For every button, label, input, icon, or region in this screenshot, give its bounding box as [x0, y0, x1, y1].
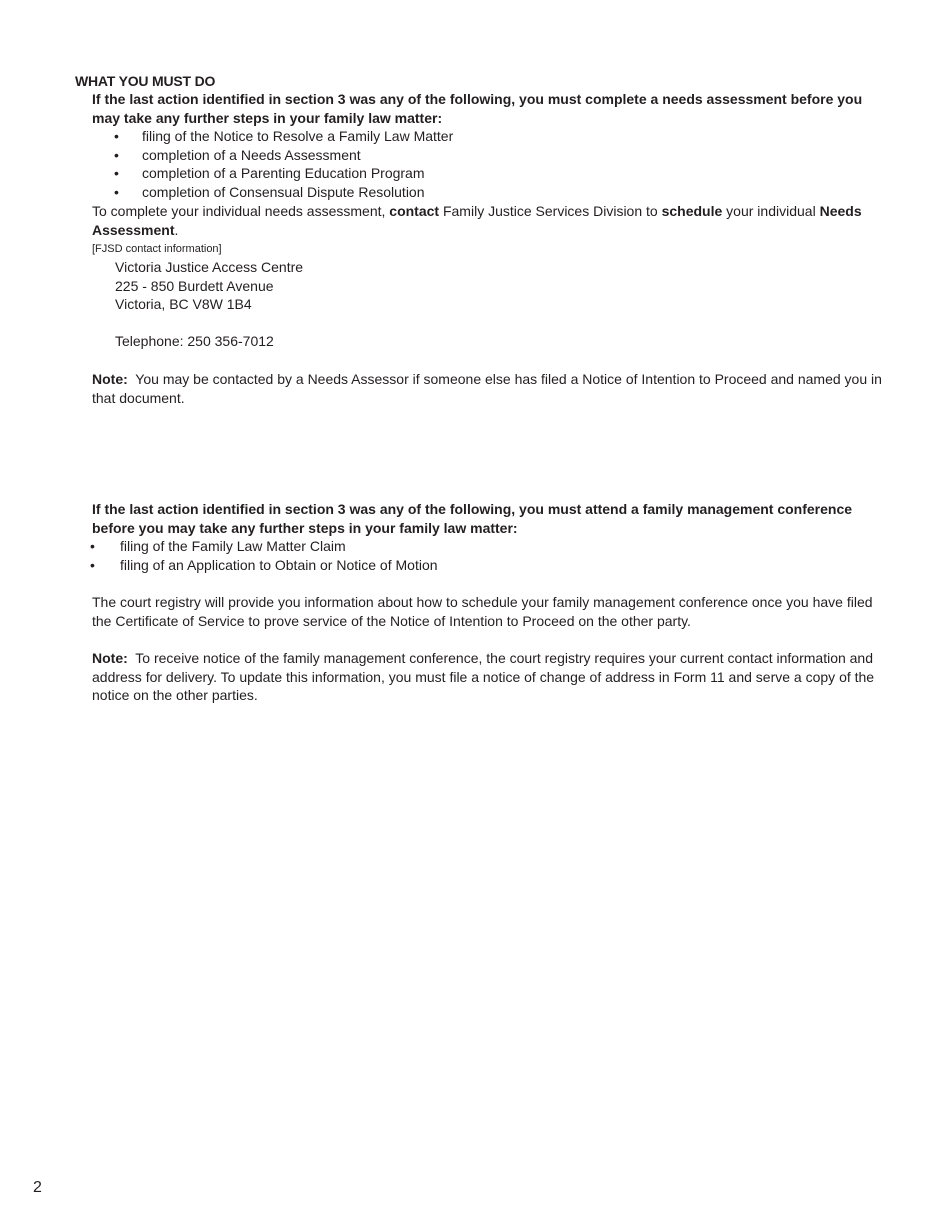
bullet-icon: •: [114, 146, 119, 163]
page-number: 2: [33, 1179, 42, 1196]
family-management-intro: If the last action identified in section 3 was any of the following, you must attend a family management conference before you may take any further steps in your family law matter:: [92, 501, 853, 536]
change-of-address-note: Note: To receive notice of the family management conference, the court registry requires your current contact information and address for delivery. To update this information, you must file a notice of change of address in Form 11 and serve a copy of the notice on the other parties.: [92, 650, 878, 704]
needs-assessment-intro: If the last action identified in section 3 was any of the following, you must complete a needs assessment before you may take any further steps in your family law matter:: [92, 91, 863, 126]
bullet-icon: •: [114, 183, 119, 200]
needs-assessment-instruction: To complete your individual needs assessment, contact Family Justice Services Division to schedule your individual Needs Assessment.: [92, 203, 862, 238]
section-heading: WHAT YOU MUST DO: [75, 73, 216, 89]
fjsd-address-block: [115, 258, 303, 351]
address-line: 225 - 850 Burdett Avenue: [115, 277, 274, 294]
bullet-icon: •: [114, 165, 119, 182]
address-line: Victoria, BC V8W 1B4: [115, 296, 252, 313]
needs-assessor-note: Note: You may be contacted by a Needs Assessor if someone else has filed a Notice of Intention to Proceed and named you in that document.: [92, 371, 886, 406]
fjsd-contact-label: [FJSD contact information]: [92, 243, 222, 255]
address-line: Victoria Justice Access Centre: [115, 259, 304, 275]
bullet-icon: •: [90, 538, 95, 554]
bullet-icon: •: [90, 556, 95, 573]
court-registry-info: The court registry will provide you information about how to schedule your family management conference once you have filed the Certificate of Service to prove service of the Notice of Intention to Proceed on the other party.: [92, 594, 873, 629]
telephone: Telephone: 250 356-7012: [115, 333, 274, 350]
bullet-icon: •: [114, 128, 119, 144]
